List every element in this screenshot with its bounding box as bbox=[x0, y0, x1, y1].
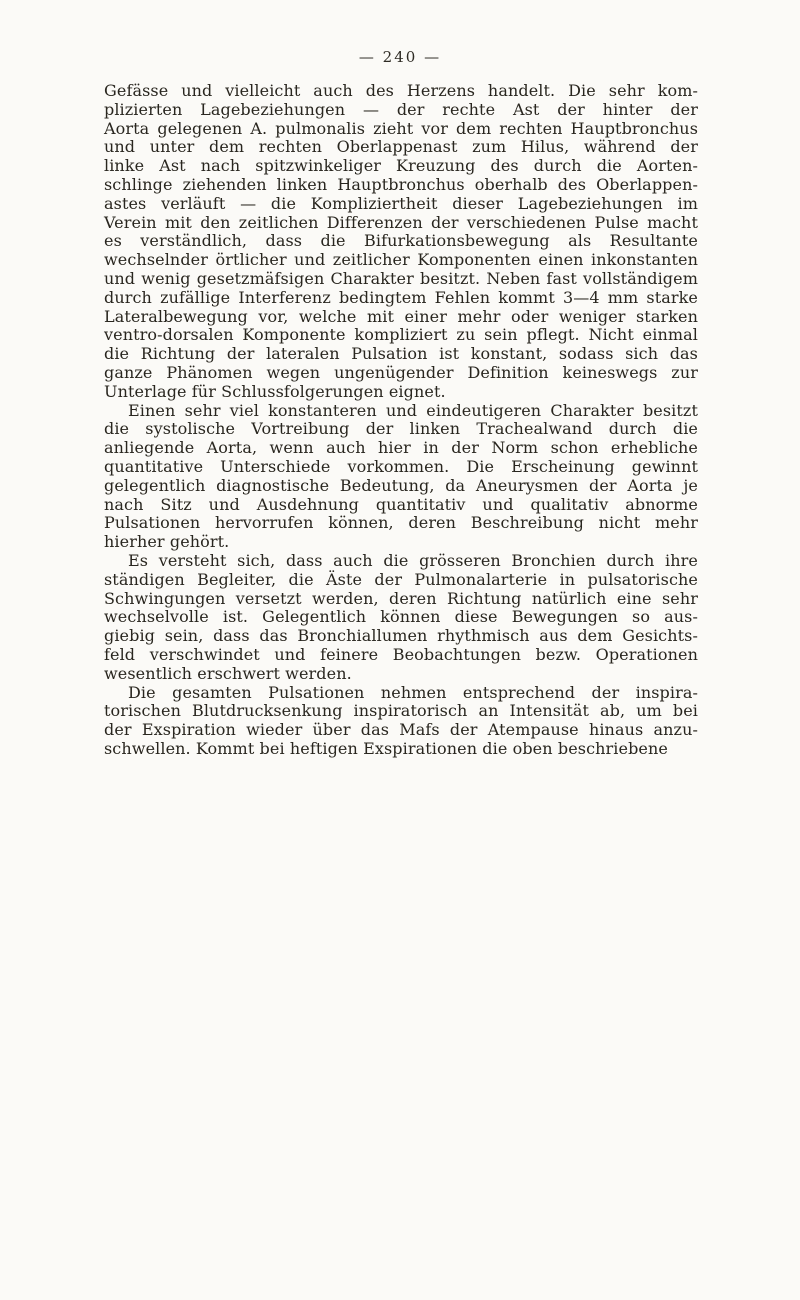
text-line: astes verläuft — die Kompliziertheit dieser Lagebeziehungen im bbox=[104, 193, 698, 213]
text-line: und wenig gesetzmäfsigen Charakter besitzt. Neben fast vollständigem bbox=[104, 268, 698, 288]
text-line: Unterlage für Schlussfolgerungen eignet. bbox=[104, 381, 446, 401]
text-line: Lateralbewegung vor, welche mit einer mehr oder weniger starken bbox=[104, 306, 698, 326]
page-number: — 240 — bbox=[358, 48, 442, 66]
text-line: Gefässe und vielleicht auch des Herzens handelt. Die sehr kom- bbox=[104, 81, 698, 100]
text-line: torischen Blutdrucksenkung inspiratorisch an Intensität ab, um bei bbox=[104, 701, 698, 721]
text-block bbox=[104, 82, 698, 759]
text-line: plizierten Lagebeziehungen — der rechte Ast der hinter der bbox=[104, 99, 698, 119]
text-line: Pulsationen hervorrufen können, deren Beschreibung nicht mehr bbox=[104, 513, 698, 533]
text-line: feld verschwindet und feinere Beobachtungen bezw. Operationen bbox=[104, 644, 698, 664]
text-line: nach Sitz und Ausdehnung quantitativ und qualitativ abnorme bbox=[104, 494, 698, 514]
text-line: Es versteht sich, dass auch die grösseren Bronchien durch ihre bbox=[128, 550, 698, 570]
text-line: die Richtung der lateralen Pulsation ist konstant, sodass sich das bbox=[104, 344, 698, 364]
text-line: anliegende Aorta, wenn auch hier in der Norm schon erhebliche bbox=[104, 438, 698, 458]
text-line: es verständlich, dass die Bifurkationsbewegung als Resultante bbox=[104, 231, 698, 251]
text-line: Die gesamten Pulsationen nehmen entsprechend der inspira- bbox=[128, 682, 698, 702]
paragraph bbox=[104, 402, 698, 552]
text-line: und unter dem rechten Oberlappenast zum Hilus, während der bbox=[104, 137, 698, 157]
text-line: linke Ast nach spitzwinkeliger Kreuzung des durch die Aorten- bbox=[104, 156, 698, 176]
text-line: giebig sein, dass das Bronchiallumen rhythmisch aus dem Gesichts- bbox=[104, 626, 698, 646]
text-line: quantitative Unterschiede vorkommen. Die Erscheinung gewinnt bbox=[104, 456, 698, 476]
text-line: Verein mit den zeitlichen Differenzen der verschiedenen Pulse macht bbox=[104, 212, 698, 232]
paragraph bbox=[104, 82, 698, 402]
text-line: schlinge ziehenden linken Hauptbronchus oberhalb des Oberlappen- bbox=[104, 174, 698, 194]
text-line: die systolische Vortreibung der linken Trachealwand durch die bbox=[104, 419, 698, 439]
paragraph bbox=[104, 684, 698, 759]
text-line: gelegentlich diagnostische Bedeutung, da Aneurysmen der Aorta je bbox=[104, 475, 698, 495]
text-line: durch zufällige Interferenz bedingtem Fehlen kommt 3—4 mm starke bbox=[104, 287, 698, 307]
text-line: wesentlich erschwert werden. bbox=[104, 663, 352, 683]
text-line: Aorta gelegenen A. pulmonalis zieht vor dem rechten Hauptbronchus bbox=[104, 118, 698, 138]
text-line: der Exspiration wieder über das Mafs der Atempause hinaus anzu- bbox=[104, 720, 698, 740]
paragraph bbox=[104, 552, 698, 684]
text-line: schwellen. Kommt bei heftigen Exspirationen die oben beschriebene bbox=[104, 738, 668, 758]
text-line: Schwingungen versetzt werden, deren Richtung natürlich eine sehr bbox=[104, 588, 698, 608]
text-line: ventro-dorsalen Komponente kompliziert zu sein pflegt. Nicht einmal bbox=[104, 325, 698, 345]
text-line: ständigen Begleiter, die Äste der Pulmonalarterie in pulsatorische bbox=[104, 569, 698, 589]
text-line: wechselnder örtlicher und zeitlicher Komponenten einen inkonstanten bbox=[104, 250, 698, 270]
text-line: hierher gehört. bbox=[104, 532, 230, 552]
text-line: wechselvolle ist. Gelegentlich können diese Bewegungen so aus- bbox=[104, 607, 698, 627]
text-line: ganze Phänomen wegen ungenügender Definition keineswegs zur bbox=[104, 362, 698, 382]
text-line: Einen sehr viel konstanteren und eindeutigeren Charakter besitzt bbox=[128, 400, 698, 420]
